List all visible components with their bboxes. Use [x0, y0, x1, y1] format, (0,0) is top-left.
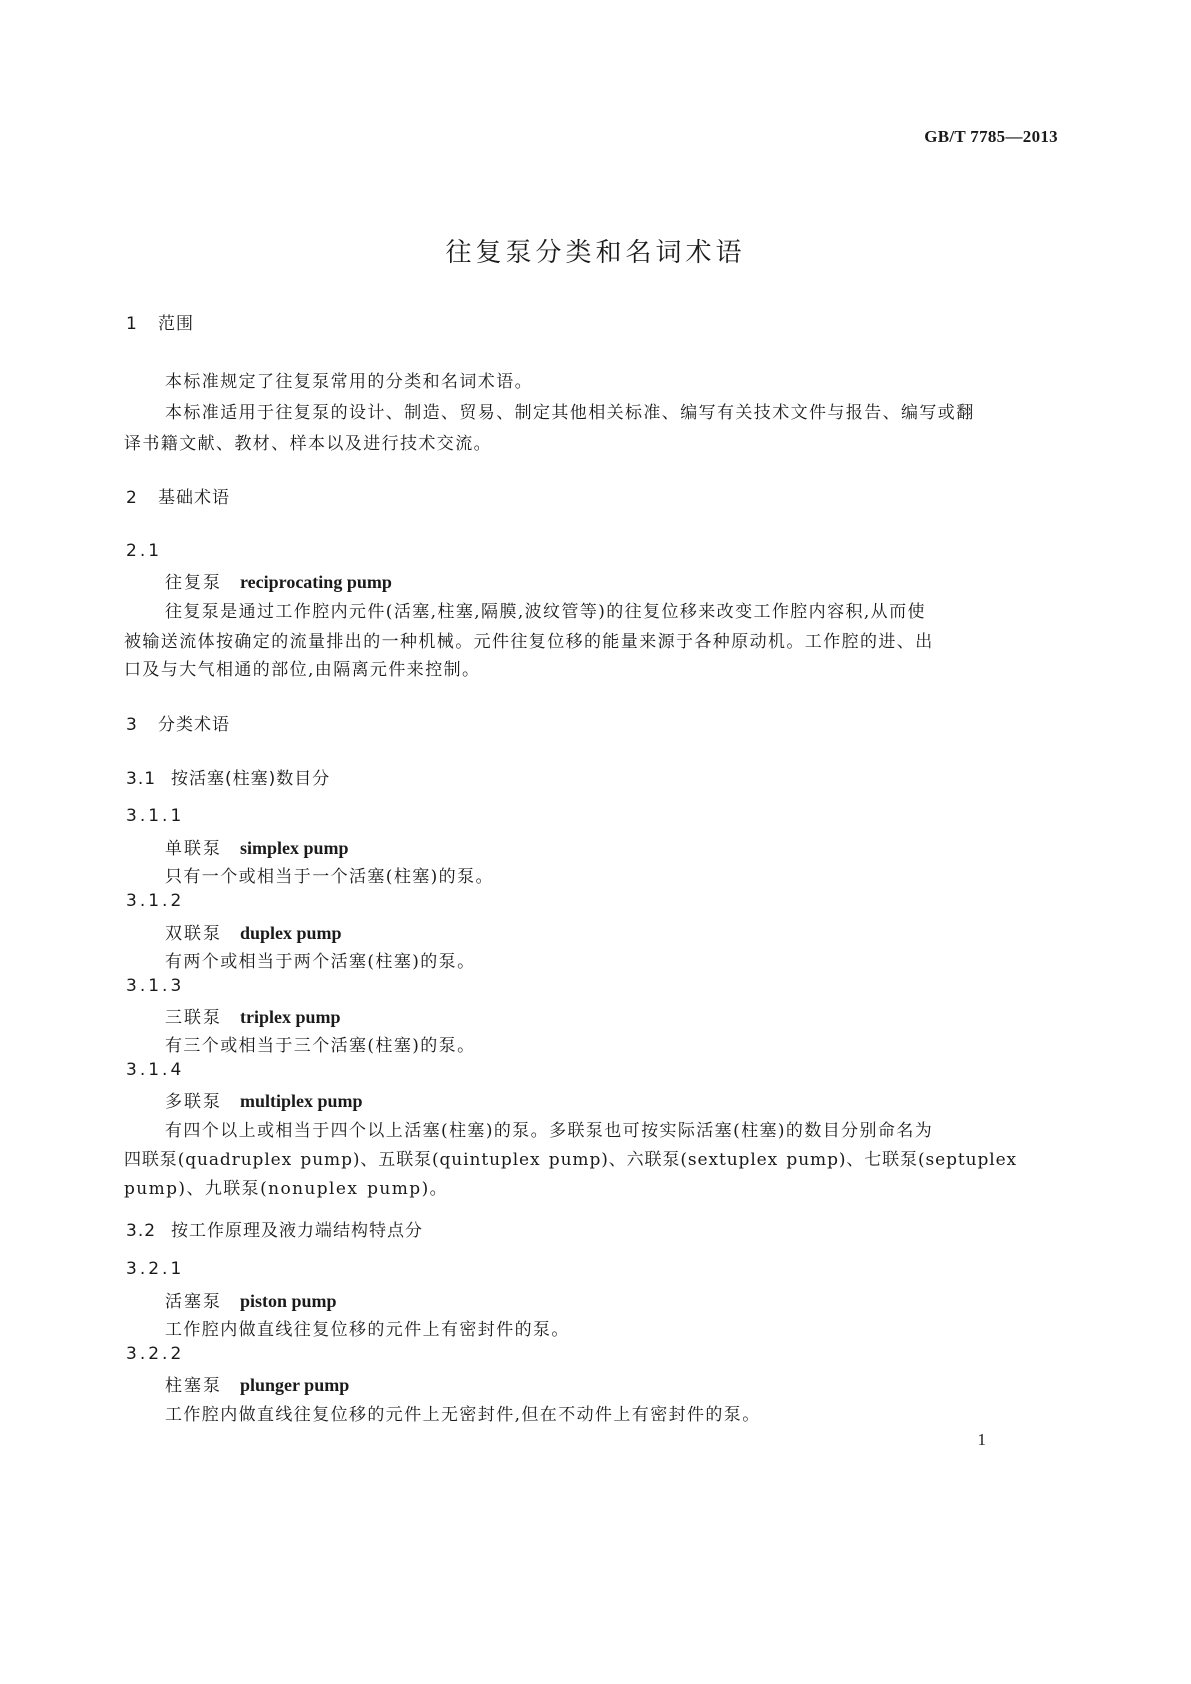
scope-paragraph-2-line-1: 本标准适用于往复泵的设计、制造、贸易、制定其他相关标准、编写有关技术文件与报告、编写或翻 [165, 403, 975, 423]
scope-paragraph-2-line-2: 译书籍文献、教材、样本以及进行技术交流。 [124, 434, 492, 454]
clause-3-1-2-definition: 有两个或相当于两个活塞(柱塞)的泵。 [165, 952, 476, 972]
clause-2-1-number: 2.1 [126, 541, 163, 561]
term-en: reciprocating pump [240, 572, 392, 592]
term-en: duplex pump [240, 923, 342, 943]
clause-3-2-1-number: 3.2.1 [126, 1259, 185, 1279]
scope-paragraph-1: 本标准规定了往复泵常用的分类和名词术语。 [165, 372, 533, 392]
term-zh: 三联泵 [165, 1008, 222, 1028]
clause-3-2-1-definition: 工作腔内做直线往复位移的元件上有密封件的泵。 [165, 1320, 570, 1340]
clause-2-1-definition-line-3: 口及与大气相通的部位,由隔离元件来控制。 [124, 660, 481, 680]
clause-3-1-3-definition: 有三个或相当于三个活塞(柱塞)的泵。 [165, 1036, 476, 1056]
clause-3-1-1-number: 3.1.1 [126, 806, 185, 826]
term-en: multiplex pump [240, 1091, 363, 1111]
section-2-title: 基础术语 [158, 488, 230, 508]
clause-2-1-definition-line-2: 被输送流体按确定的流量排出的一种机械。元件往复位移的能量来源于各种原动机。工作腔的进、出 [124, 632, 934, 652]
section-1-number: 1 [126, 314, 138, 334]
page-number: 1 [977, 1430, 986, 1449]
term-zh: 多联泵 [165, 1092, 222, 1112]
clause-2-1-term [165, 568, 392, 593]
clause-3-2-1-term [165, 1287, 337, 1312]
clause-2-1-definition-line-1: 往复泵是通过工作腔内元件(活塞,柱塞,隔膜,波纹管等)的往复位移来改变工作腔内容积,从而使 [165, 602, 926, 622]
subsection-3-1-heading [126, 764, 330, 789]
term-zh: 活塞泵 [165, 1292, 222, 1312]
standard-code: GB/T 7785—2013 [924, 127, 1058, 146]
clause-3-1-3-term [165, 1003, 341, 1028]
term-zh: 单联泵 [165, 839, 222, 859]
subsection-3-2-title: 按工作原理及液力端结构特点分 [171, 1221, 423, 1241]
term-en: plunger pump [240, 1375, 350, 1395]
clause-3-1-1-term [165, 834, 349, 859]
subsection-3-1-title: 按活塞(柱塞)数目分 [171, 769, 331, 789]
term-zh: 往复泵 [165, 573, 222, 593]
term-zh: 柱塞泵 [165, 1376, 222, 1396]
clause-3-2-2-term [165, 1371, 349, 1396]
clause-3-1-1-definition: 只有一个或相当于一个活塞(柱塞)的泵。 [165, 867, 494, 887]
document-title: 往复泵分类和名词术语 [445, 238, 746, 268]
subsection-3-2-heading [126, 1216, 423, 1241]
section-3-title: 分类术语 [158, 715, 230, 735]
section-2-number: 2 [126, 488, 138, 508]
clause-3-1-4-term [165, 1087, 363, 1112]
subsection-3-1-number: 3.1 [126, 769, 157, 789]
clause-3-1-4-definition-line-3: pump)、九联泵(nonuplex pump)。 [124, 1179, 449, 1199]
clause-3-2-2-number: 3.2.2 [126, 1344, 185, 1364]
term-en: triplex pump [240, 1007, 341, 1027]
clause-3-1-2-number: 3.1.2 [126, 891, 185, 911]
clause-3-2-2-definition: 工作腔内做直线往复位移的元件上无密封件,但在不动件上有密封件的泵。 [165, 1405, 761, 1425]
clause-3-1-4-number: 3.1.4 [126, 1060, 185, 1080]
term-zh: 双联泵 [165, 924, 222, 944]
term-en: simplex pump [240, 838, 349, 858]
section-2-heading [126, 483, 230, 508]
clause-3-1-3-number: 3.1.3 [126, 976, 185, 996]
section-3-heading [126, 710, 230, 735]
clause-3-1-4-definition-line-2: 四联泵(quadruplex pump)、五联泵(quintuplex pump)、六联泵(sextuplex pump)、七联泵(septuplex [124, 1150, 1018, 1170]
clause-3-1-2-term [165, 919, 342, 944]
section-1-heading [126, 309, 194, 334]
term-en: piston pump [240, 1291, 337, 1311]
section-1-title: 范围 [158, 314, 194, 334]
clause-3-1-4-definition-line-1: 有四个以上或相当于四个以上活塞(柱塞)的泵。多联泵也可按实际活塞(柱塞)的数目分别命名为 [165, 1121, 934, 1141]
subsection-3-2-number: 3.2 [126, 1221, 157, 1241]
section-3-number: 3 [126, 715, 138, 735]
